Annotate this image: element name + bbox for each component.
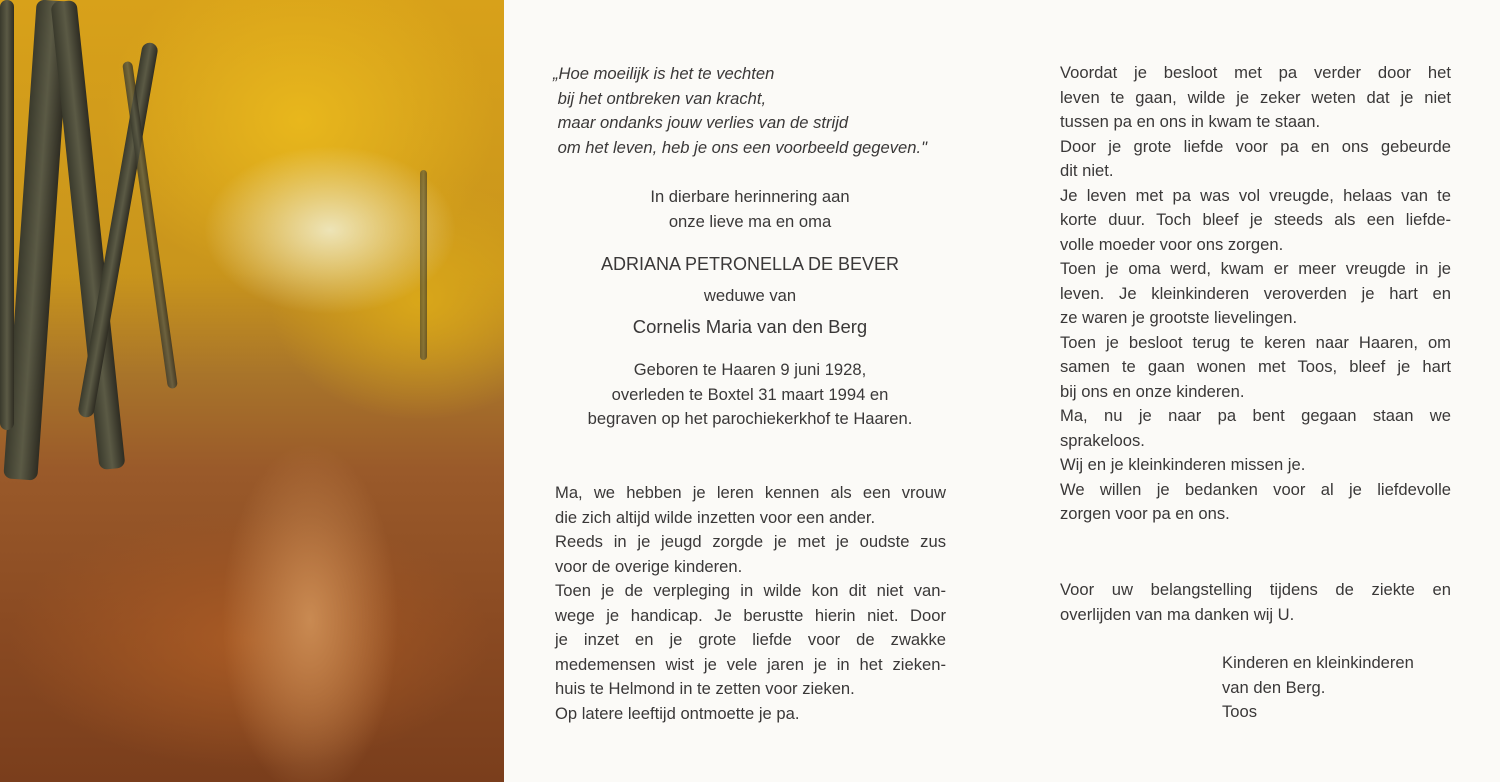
text-line: bij ons en onze kinderen. — [1060, 381, 1245, 401]
text-line: wege je handicap. Je berustte hierin niet. Door — [555, 605, 946, 625]
intro — [540, 185, 960, 234]
widow-of: weduwe van — [703, 286, 797, 305]
quote-line: „Hoe moeilijk is het te vechten — [553, 64, 775, 83]
text-line: huis te Helmond in te zetten voor zieken. — [555, 679, 855, 698]
dates — [540, 358, 960, 432]
death-line: overleden te Boxtel 31 maart 1994 en — [611, 384, 889, 404]
text-line: korte duur. Toch bleef je steeds als een liefde- — [1060, 210, 1451, 229]
deceased-name: ADRIANA PETRONELLA DE BEVER — [600, 254, 900, 274]
text-line: Ma, we hebben je leren kennen als een vrouw — [555, 483, 946, 502]
text-line: Door je grote liefde voor pa en ons gebeurde — [1060, 136, 1451, 156]
quote-line: maar ondanks jouw verlies van de strijd — [553, 113, 849, 132]
burial-line: begraven op het parochiekerkhof te Haaren. — [587, 409, 913, 428]
birth-line: Geboren te Haaren 9 juni 1928, — [633, 360, 867, 379]
text-line: leven. Je kleinkinderen veroverden je hart en — [1060, 283, 1451, 303]
tree-trunk — [420, 170, 427, 360]
text-line: tussen pa en ons in kwam te staan. — [1060, 112, 1321, 131]
text-line: Je leven met pa was vol vreugde, helaas van te — [1060, 185, 1451, 205]
signature-line: Kinderen en kleinkinderen — [1222, 653, 1414, 672]
text-line: We willen je bedanken voor al je liefdevolle — [1060, 479, 1451, 499]
leaf-covered-path — [190, 360, 430, 782]
text-line: zorgen voor pa en ons. — [1060, 504, 1230, 523]
text-line: Wij en je kleinkinderen missen je. — [1060, 455, 1306, 474]
left-tribute-text — [555, 481, 946, 726]
quote-line: om het leven, heb je ons een voorbeeld gegeven." — [553, 137, 927, 157]
text-line: Toen je oma werd, kwam er meer vreugde in je — [1060, 259, 1451, 278]
autumn-forest-photo — [0, 0, 504, 782]
text-line: Toen je besloot terug te keren naar Haaren, om — [1060, 332, 1451, 352]
text-line: die zich altijd wilde inzetten voor een ander. — [555, 507, 876, 527]
spouse-name: Cornelis Maria van den Berg — [632, 316, 868, 337]
text-line: Reeds in je jeugd zorgde je met je oudste zus — [555, 532, 946, 551]
text-line: voor de overige kinderen. — [555, 556, 743, 576]
tree-trunk — [122, 61, 178, 389]
text-line: je inzet en je grote liefde voor de zwakke — [555, 630, 946, 649]
signature — [1222, 651, 1414, 725]
right-tribute-text — [1060, 61, 1451, 527]
quote — [553, 62, 927, 160]
tree-trunk — [0, 0, 14, 430]
text-line: sprakeloos. — [1060, 430, 1145, 450]
signature-line: van den Berg. — [1222, 677, 1326, 697]
thanks-text — [1060, 578, 1451, 627]
text-line: Voordat je besloot met pa verder door het — [1060, 63, 1451, 82]
text-line: medemensen wist je vele jaren je in het zieken- — [555, 654, 946, 674]
text-line: leven te gaan, wilde je zeker weten dat je niet — [1060, 87, 1451, 107]
text-line: dit niet. — [1060, 161, 1114, 180]
text-line: Op latere leeftijd ontmoette je pa. — [555, 703, 800, 723]
text-line: Voor uw belangstelling tijdens de ziekte en — [1060, 580, 1451, 599]
signature-line: Toos — [1222, 702, 1258, 721]
text-line: samen te gaan wonen met Toos, bleef je hart — [1060, 357, 1451, 376]
intro-line: onze lieve ma en oma — [668, 211, 832, 231]
intro-line: In dierbare herinnering aan — [650, 187, 850, 206]
text-line: Toen je de verpleging in wilde kon dit niet van- — [555, 581, 946, 600]
quote-line: bij het ontbreken van kracht, — [553, 88, 767, 108]
text-line: overlijden van ma danken wij U. — [1060, 604, 1295, 624]
text-line: ze waren je grootste lievelingen. — [1060, 308, 1298, 327]
text-line: volle moeder voor ons zorgen. — [1060, 234, 1284, 254]
text-line: Ma, nu je naar pa bent gegaan staan we — [1060, 406, 1451, 425]
